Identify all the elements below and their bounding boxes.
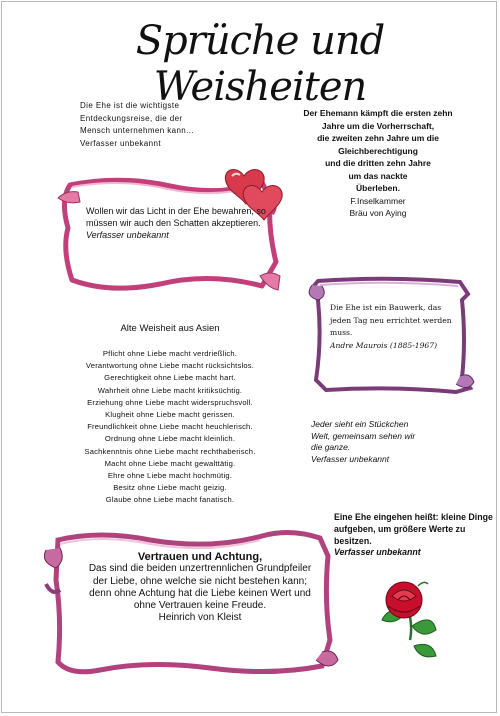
list-item: Ehre ohne Liebe macht hochmütig. [107,471,233,481]
quote-vertrauen-achtung [82,551,318,625]
quote-ehe-eingehen [334,512,494,559]
quote-line: Überleben. [356,183,400,193]
list-item: Macht ohne Liebe macht gewalttätig. [104,458,236,468]
quote-line: die zweiten zehn Jahre um die [317,133,439,143]
list-item: Verantwortung ohne Liebe macht rücksichtslos. [85,361,255,371]
quote-line: Mensch unternehmen kann... [80,126,195,135]
quote-author: Heinrich von Kleist [158,612,242,624]
quote-line: Welt, gemeinsam sehen wir [311,430,416,441]
quote-author: Bräu von Aying [349,208,407,218]
list-item: Gerechtigkeit ohne Liebe macht hart. [104,373,236,383]
quote-ehe-entdeckungsreise [80,100,240,150]
quote-line: und die dritten zehn Jahre [325,158,431,168]
quote-stueckchen-welt [311,419,451,465]
quote-text: Die Ehe ist ein Bauwerk, das jeden Tag neu errichtet werden muss. [330,303,452,337]
asia-heading: Alte Weisheit aus Asien [120,323,220,334]
list-item: Wahrheit ohne Liebe macht kritiksüchtig. [97,385,243,395]
quote-line: Entdeckungsreise, die der [80,113,183,123]
asia-list [50,348,290,507]
list-item: Glaube ohne Liebe macht fanatisch. [105,495,235,505]
quote-author: Verfasser unbekannt [86,230,169,240]
list-item: Pflicht ohne Liebe macht verdrießlich. [102,349,238,358]
quote-line: Die Ehe ist die wichtigste [80,101,180,110]
list-item: Ordnung ohne Liebe macht kleinlich. [104,434,236,444]
quote-text: Das sind die beiden unzertrennlichen Grundpfeiler der Liebe, ohne welche sie nicht bestehen kann; denn ohne Achtung hat die Liebe keinen Wert und ohne Vertrauen keine Freude. [88,563,312,612]
quote-licht-schatten [86,205,266,241]
quote-text: Wollen wir das Licht in der Ehe bewahren, so müssen wir auch den Schatten akzeptieren. [86,206,266,228]
quote-line: Jahre um die Vorherrschaft, [321,120,435,131]
quote-line: Der Ehemann kämpft die ersten zehn [303,108,453,118]
list-item: Sachkenntnis ohne Liebe macht rechthaberisch. [84,446,256,456]
quote-line: um das nackte [348,170,408,181]
quote-author: Verfasser unbekannt [334,547,421,558]
quote-author: F.Inselkammer [350,195,406,206]
quote-bauwerk [330,302,460,352]
list-item: Freundlichkeit ohne Liebe macht heuchlerisch. [87,422,253,432]
quote-ehemann [258,107,498,220]
quote-heading: Vertrauen und Achtung, [137,551,263,563]
quote-line: die ganze. [311,442,351,452]
quote-text: Eine Ehe eingehen heißt: kleine Dinge aufgeben, um größere Werte zu besitzen. [334,512,493,546]
quote-line: Gleichberechtigung [338,145,418,156]
list-item: Klugheit ohne Liebe macht gerissen. [105,410,235,420]
list-item: Besitz ohne Liebe macht geizig. [113,483,227,493]
quote-line: Jeder sieht ein Stückchen [311,419,409,429]
quote-author: Verfasser unbekannt [80,138,161,148]
quote-author: Verfasser unbekannt [311,453,390,464]
list-item: Erziehung ohne Liebe macht widerspruchsvoll. [87,397,253,407]
quote-author: Andre Maurois (1885-1967) [330,340,438,350]
page-title: Sprüche und Weisheiten [135,18,385,110]
rose-icon [382,582,436,657]
